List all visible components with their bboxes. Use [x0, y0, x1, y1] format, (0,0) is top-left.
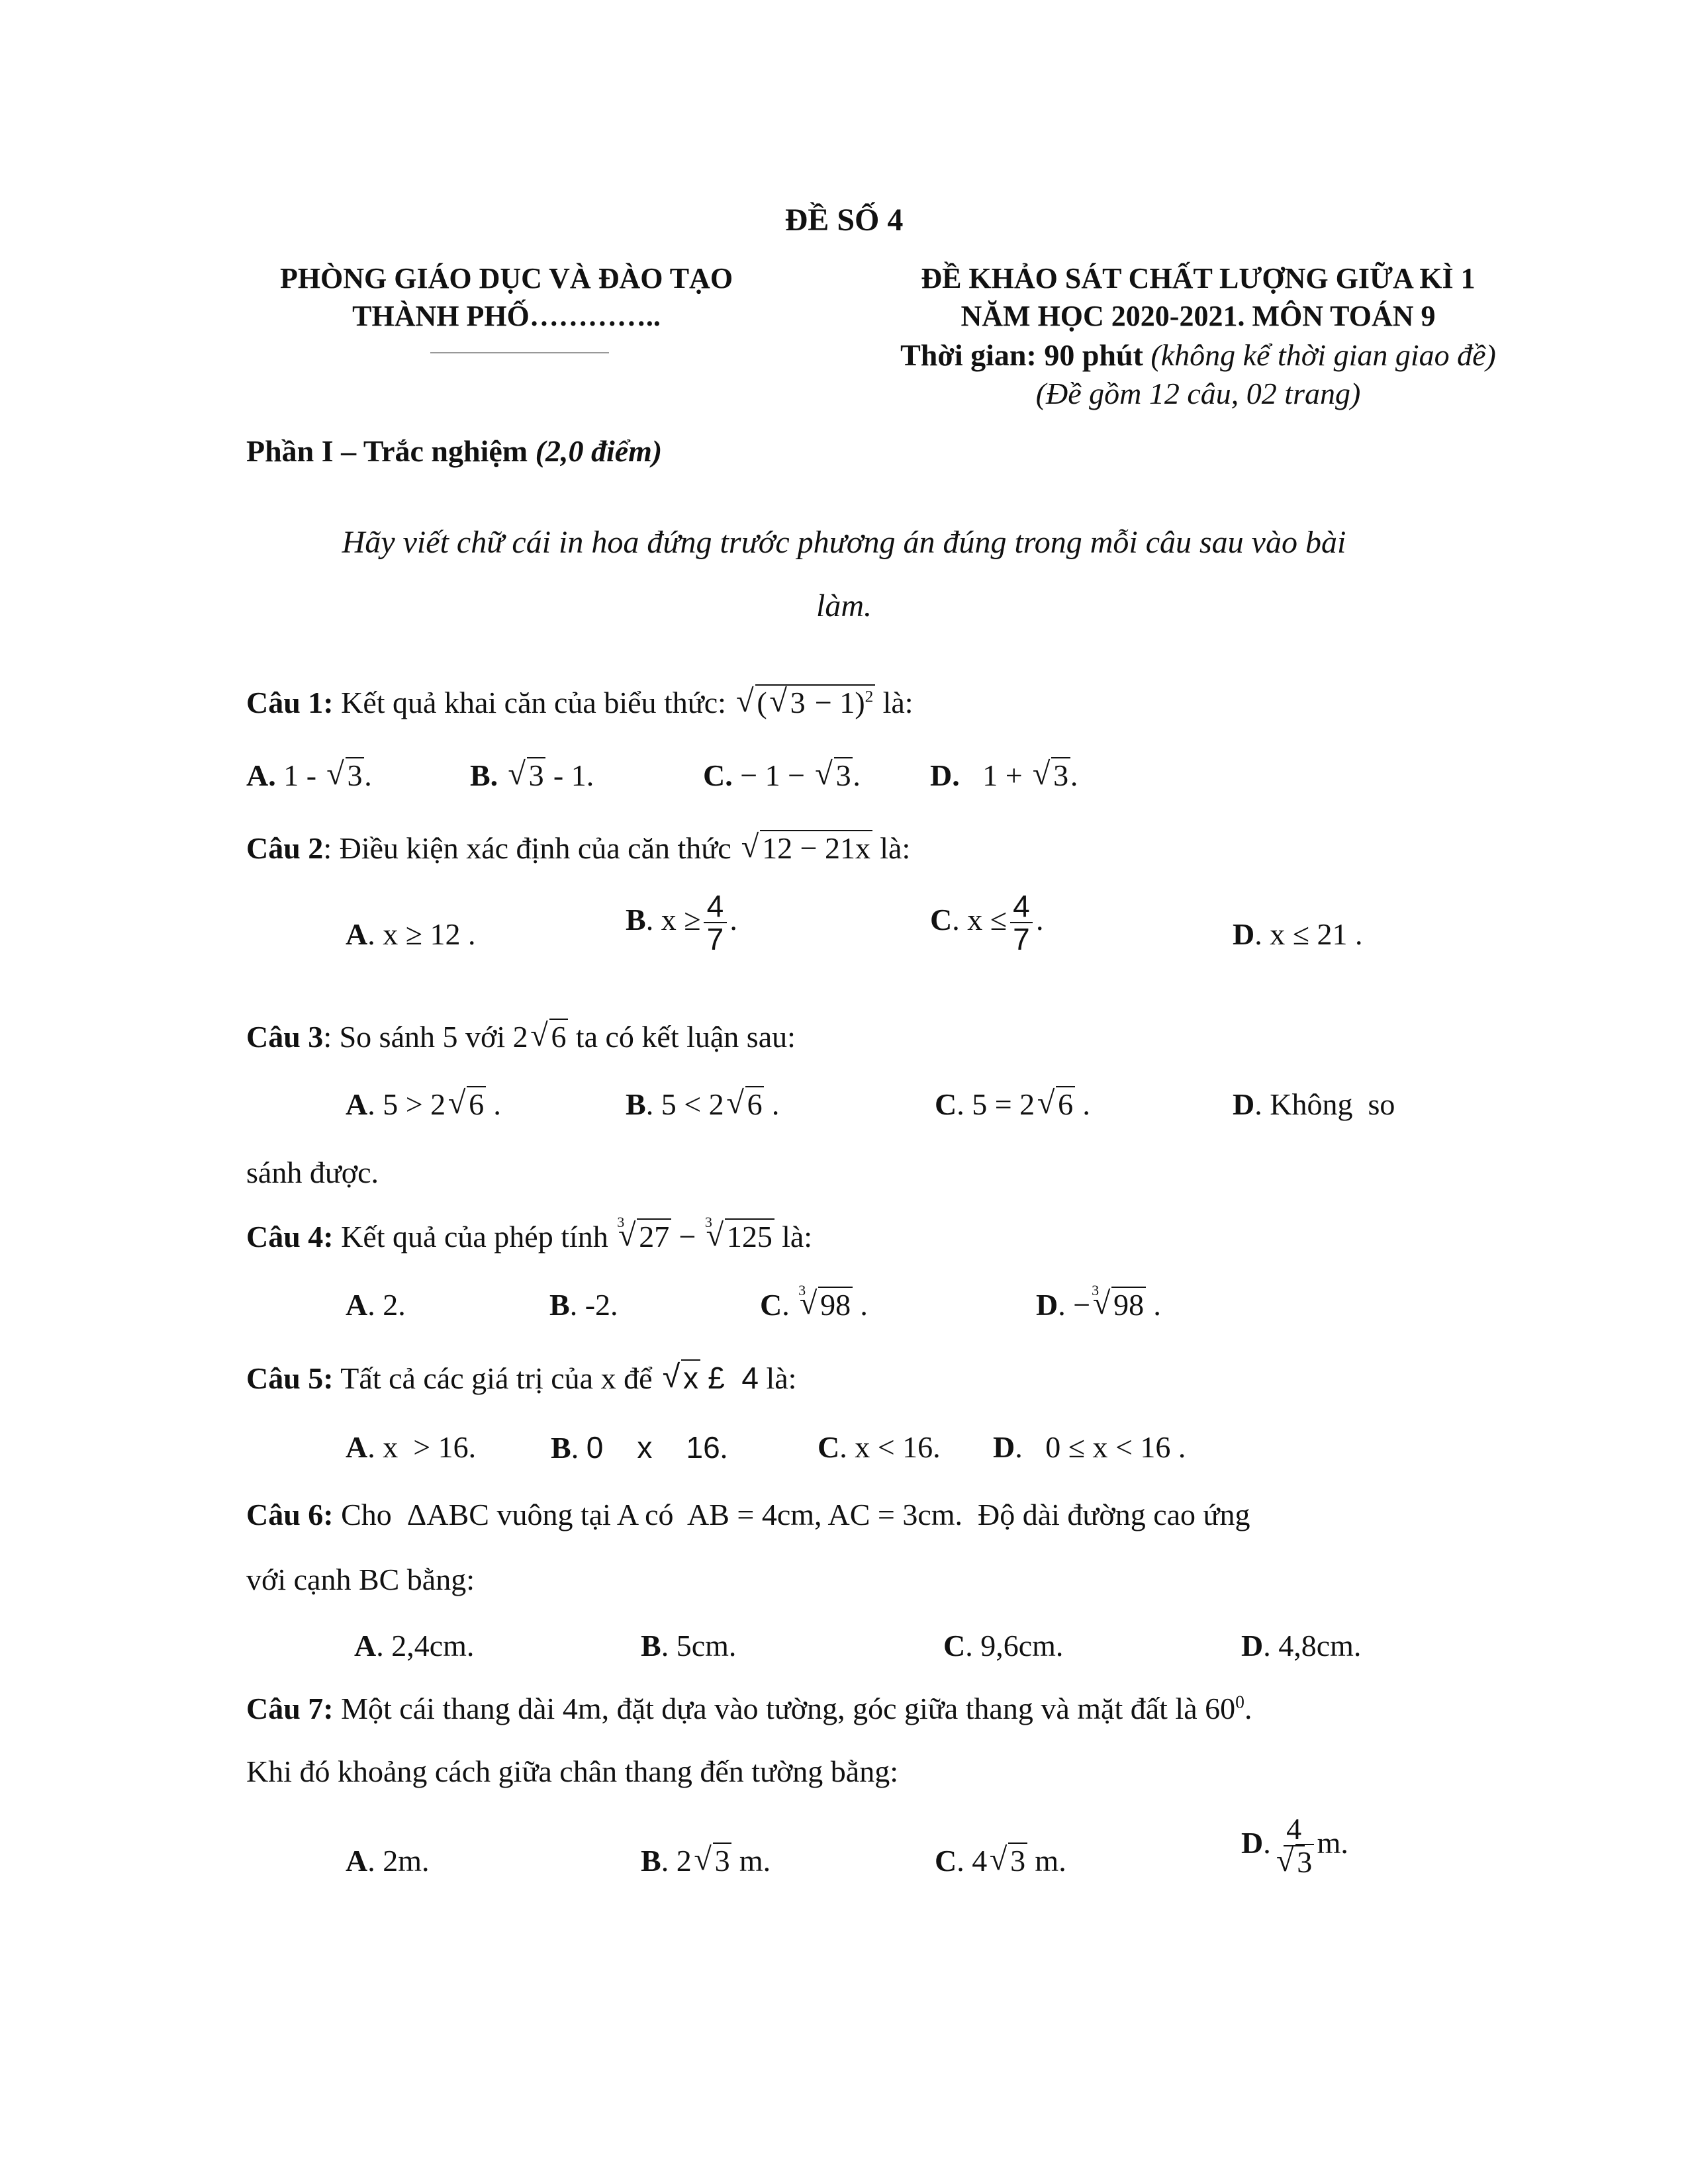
question-label: Câu 3: [246, 1020, 324, 1054]
q6-option-c: C. 9,6cm.: [943, 1629, 1064, 1662]
q3-option-d: D. Không so: [1233, 1087, 1395, 1121]
question-5: Câu 5: Tất cả các giá trị của x để √ x £ 4 là:: [246, 1360, 796, 1396]
q5-option-d: D. 0 ≤ x < 16 .: [993, 1430, 1186, 1464]
question-suffix: là:: [766, 1361, 797, 1395]
question-label: Câu 2: [246, 831, 324, 865]
question-label: Câu 4:: [246, 1220, 334, 1253]
q1-option-c: C. − 1 − √ 3.: [703, 758, 861, 793]
question-1: [246, 685, 914, 720]
question-label: Câu 7:: [246, 1692, 334, 1725]
header-divider: [430, 352, 609, 353]
q1-option-a: A. 1 - √ 3.: [246, 758, 372, 793]
question-7-line-2: Khi đó khoảng cách giữa chân thang đến tường bằng:: [246, 1754, 898, 1788]
time-label: Thời gian: 90 phút: [900, 338, 1143, 372]
q7-option-b: B. 2√ 3 m.: [641, 1843, 771, 1878]
question-text: : Điều kiện xác định của căn thức: [323, 831, 731, 865]
q7-option-d: D. 4 √ 3 m.: [1241, 1813, 1348, 1879]
q6-option-a: A. 2,4cm.: [354, 1629, 475, 1662]
q5-option-b: B. 0 x 16.: [551, 1430, 728, 1465]
q2-option-b: B. x ≥ $\frac{4}{7}$ .: [626, 889, 737, 957]
question-4: Câu 4: Kết quả của phép tính √ 3 27 − √ 3 125 là:: [246, 1219, 812, 1254]
q7-option-c: C. 4√ 3 m.: [935, 1843, 1066, 1878]
q5-option-c: C. x < 16.: [818, 1430, 941, 1464]
q6-option-d: D. 4,8cm.: [1241, 1629, 1362, 1662]
q6-option-b: B. 5cm.: [641, 1629, 737, 1662]
q4-option-b: B. -2.: [549, 1288, 618, 1322]
q2-option-c: C. x ≤ $\frac{4}{7}$ .: [930, 889, 1044, 957]
school-year: NĂM HỌC 2020-2021. MÔN TOÁN 9: [961, 300, 1436, 332]
question-text: Tất cả các giá trị của x để: [340, 1361, 653, 1395]
q5-option-a: A. x > 16.: [346, 1430, 477, 1464]
instruction-line-1: Hãy viết chữ cái in hoa đứng trước phương án đúng trong mỗi câu sau vào bài: [342, 525, 1346, 560]
expression-q1: √ (√ 3 − 1)$^2$: [736, 685, 875, 720]
question-suffix: là:: [882, 686, 914, 719]
q3-option-a: A. 5 > 2√ 6 .: [346, 1087, 501, 1122]
question-suffix: là:: [782, 1220, 813, 1253]
question-text: Kết quả khai căn của biểu thức:: [341, 686, 726, 719]
pages-note: (Đề gồm 12 câu, 02 trang): [1035, 377, 1361, 410]
question-label: Câu 1:: [246, 686, 334, 719]
question-3: Câu 3: So sánh 5 với 2√ 6 ta có kết luận sau:: [246, 1019, 796, 1054]
part-title-text: Phần I – Trắc nghiệm: [246, 434, 528, 468]
q3-option-c: C. 5 = 2√ 6 .: [935, 1087, 1090, 1122]
question-suffix: là:: [880, 831, 911, 865]
question-suffix: ta có kết luận sau:: [575, 1020, 796, 1054]
q7-option-a: A. 2m.: [346, 1844, 430, 1878]
q3-option-b: B. 5 < 2√ 6 .: [626, 1087, 779, 1122]
department-name: PHÒNG GIÁO DỤC VÀ ĐÀO TẠO: [279, 262, 733, 295]
q1-option-d: D. 1 + √ 3.: [930, 758, 1078, 793]
question-6-line-2: với cạnh BC bằng:: [246, 1563, 475, 1596]
q1-option-b: B. √ 3 - 1.: [470, 758, 594, 793]
part-title: [246, 433, 662, 469]
q4-option-a: A. 2.: [346, 1288, 406, 1322]
q2-option-d: D. x ≤ 21 .: [1233, 917, 1363, 951]
q2-option-a: A. x ≥ 12 .: [346, 917, 476, 951]
q4-option-c: C. √ 3 98 .: [760, 1287, 868, 1322]
city-name: THÀNH PHỐ…………..: [352, 300, 661, 332]
time-line: [827, 338, 1569, 373]
question-label: Câu 5:: [246, 1361, 334, 1395]
question-7: Câu 7: Một cái thang dài 4m, đặt dựa vào tường, góc giữa thang và mặt đất là $60^0$.: [246, 1691, 1252, 1725]
q3-option-d-cont: sánh được.: [246, 1156, 379, 1189]
question-2: [246, 831, 910, 866]
exam-title: ĐỀ KHẢO SÁT CHẤT LƯỢNG GIỮA KÌ 1: [921, 262, 1476, 295]
question-6: [246, 1497, 1250, 1532]
part-points: (2,0 điểm): [535, 434, 663, 468]
q4-option-d: D. − √ 3 98 .: [1036, 1287, 1161, 1322]
question-text: Cho ΔABC vuông tại A có AB = 4cm, AC = 3cm. Độ dài đường cao ứng: [341, 1498, 1250, 1531]
instruction-line-2: làm.: [816, 588, 872, 623]
question-label: Câu 6:: [246, 1498, 334, 1531]
time-note: (không kể thời gian giao đề): [1150, 338, 1496, 372]
question-text: Kết quả của phép tính: [341, 1220, 608, 1253]
question-text: Một cái thang dài 4m, đặt dựa vào tường, góc giữa thang và mặt đất là 60: [341, 1692, 1236, 1725]
expression-q2: √ 12 − 21x: [741, 831, 872, 866]
exam-number: ĐỀ SỐ 4: [784, 203, 904, 238]
question-text: : So sánh 5 với: [323, 1020, 506, 1054]
